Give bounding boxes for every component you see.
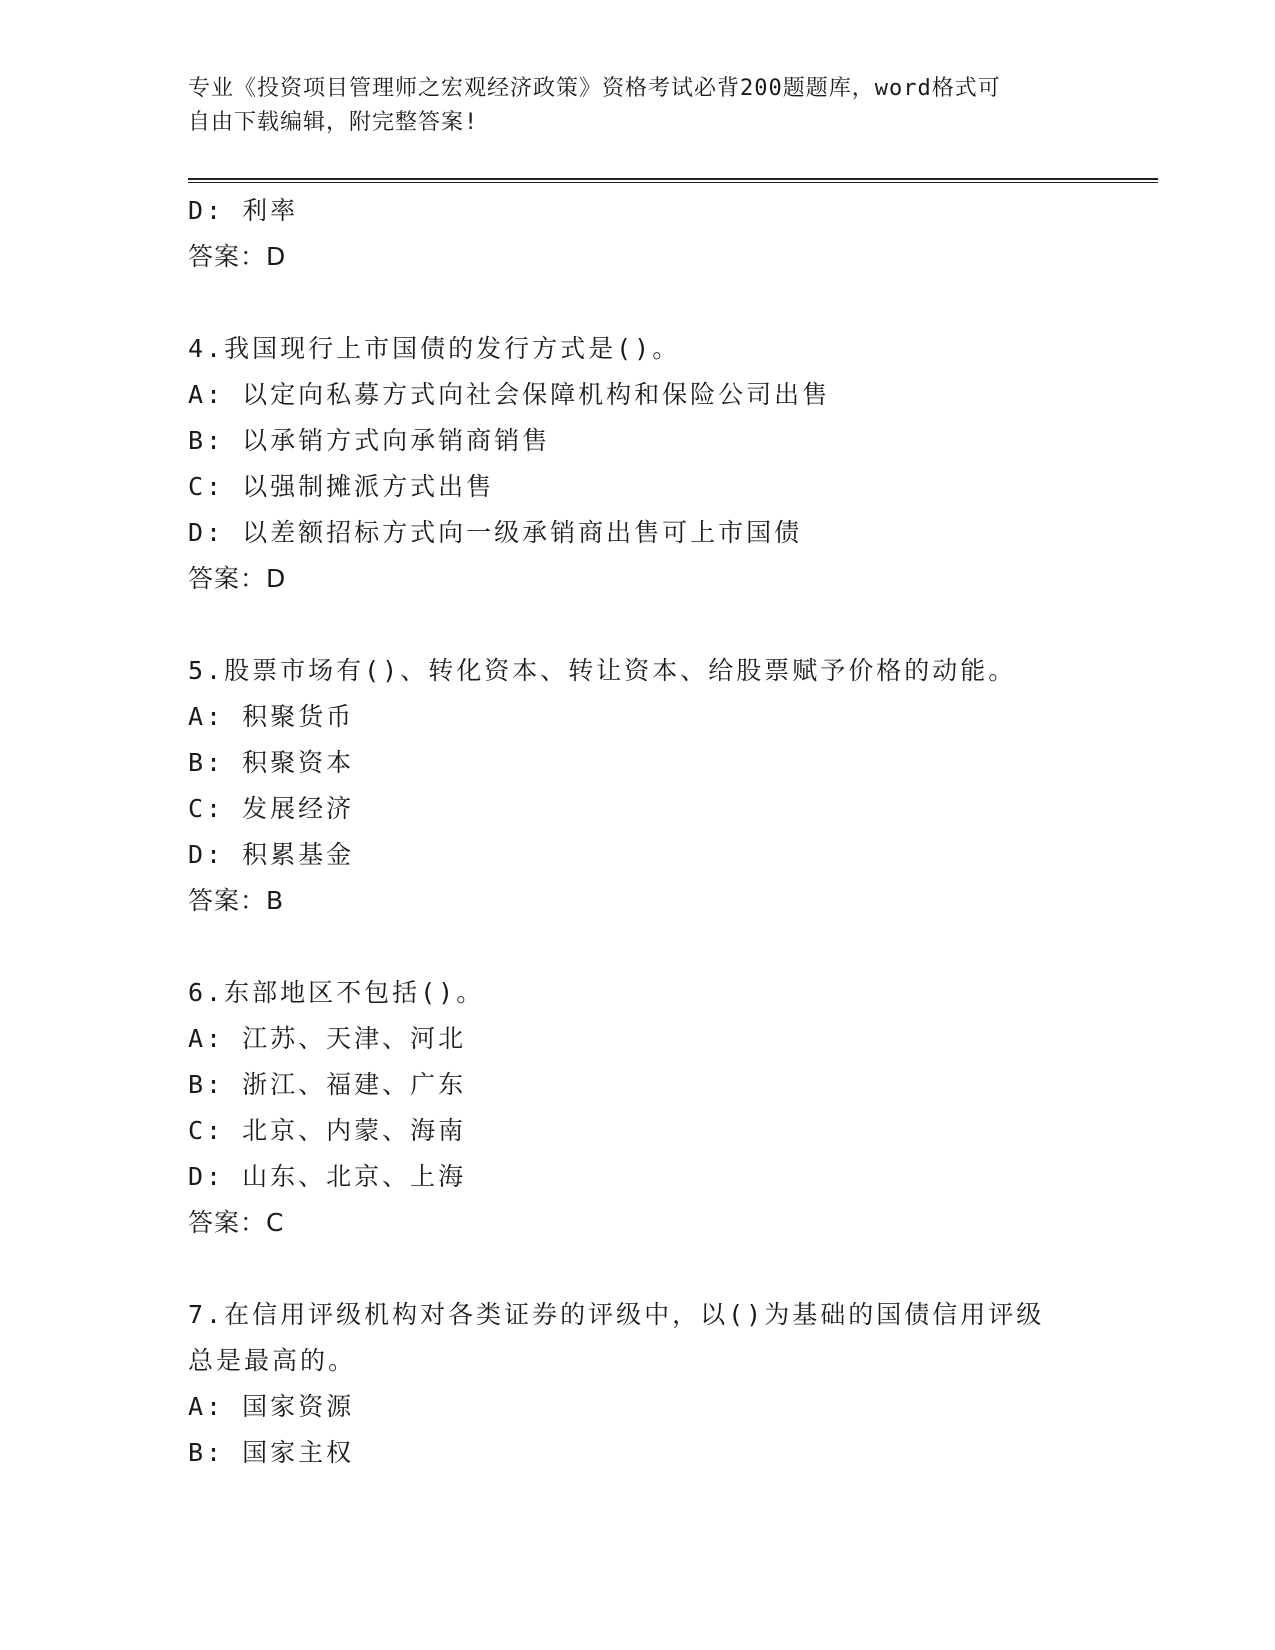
option-c: C: 北京、内蒙、海南 [188, 1116, 467, 1145]
question-4 [188, 326, 1158, 602]
header-line-2: 自由下载编辑，附完整答案! [188, 110, 479, 135]
question-stem: 6.东部地区不包括()。 [188, 978, 485, 1007]
question-6 [188, 970, 1158, 1246]
document-header [188, 72, 1088, 140]
question-5 [188, 648, 1158, 924]
option-b: B: 国家主权 [188, 1438, 355, 1467]
question-stem: 5.股票市场有()、转化资本、转让资本、给股票赋予价格的动能。 [188, 656, 1017, 685]
question-3-tail [188, 188, 1158, 280]
option-d: D: 利率 [188, 196, 299, 225]
option-b: B: 以承销方式向承销商销售 [188, 426, 551, 455]
option-b: B: 积聚资本 [188, 748, 355, 777]
question-stem-line-1: 7.在信用评级机构对各类证券的评级中，以()为基础的国债信用评级 [188, 1300, 1045, 1329]
question-list [188, 188, 1158, 1476]
answer: 答案：D [188, 242, 287, 271]
option-c: C: 以强制摊派方式出售 [188, 472, 495, 501]
answer: 答案：D [188, 564, 287, 593]
option-a: A: 以定向私募方式向社会保障机构和保险公司出售 [188, 380, 831, 409]
option-b: B: 浙江、福建、广东 [188, 1070, 467, 1099]
option-a: A: 积聚货币 [188, 702, 355, 731]
option-d: D: 以差额招标方式向一级承销商出售可上市国债 [188, 518, 803, 547]
answer: 答案：C [188, 1208, 285, 1237]
answer: 答案：B [188, 886, 285, 915]
option-a: A: 国家资源 [188, 1392, 355, 1421]
header-divider [188, 178, 1158, 183]
spacer [188, 1246, 1158, 1292]
spacer [188, 602, 1158, 648]
question-stem-line-2: 总是最高的。 [188, 1346, 357, 1375]
question-7 [188, 1292, 1158, 1476]
spacer [188, 280, 1158, 326]
option-d: D: 山东、北京、上海 [188, 1162, 467, 1191]
option-c: C: 发展经济 [188, 794, 355, 823]
option-d: D: 积累基金 [188, 840, 355, 869]
header-line-1: 专业《投资项目管理师之宏观经济政策》资格考试必背200题题库，word格式可 [188, 76, 1001, 101]
spacer [188, 924, 1158, 970]
option-a: A: 江苏、天津、河北 [188, 1024, 467, 1053]
question-stem: 4.我国现行上市国债的发行方式是()。 [188, 334, 681, 363]
